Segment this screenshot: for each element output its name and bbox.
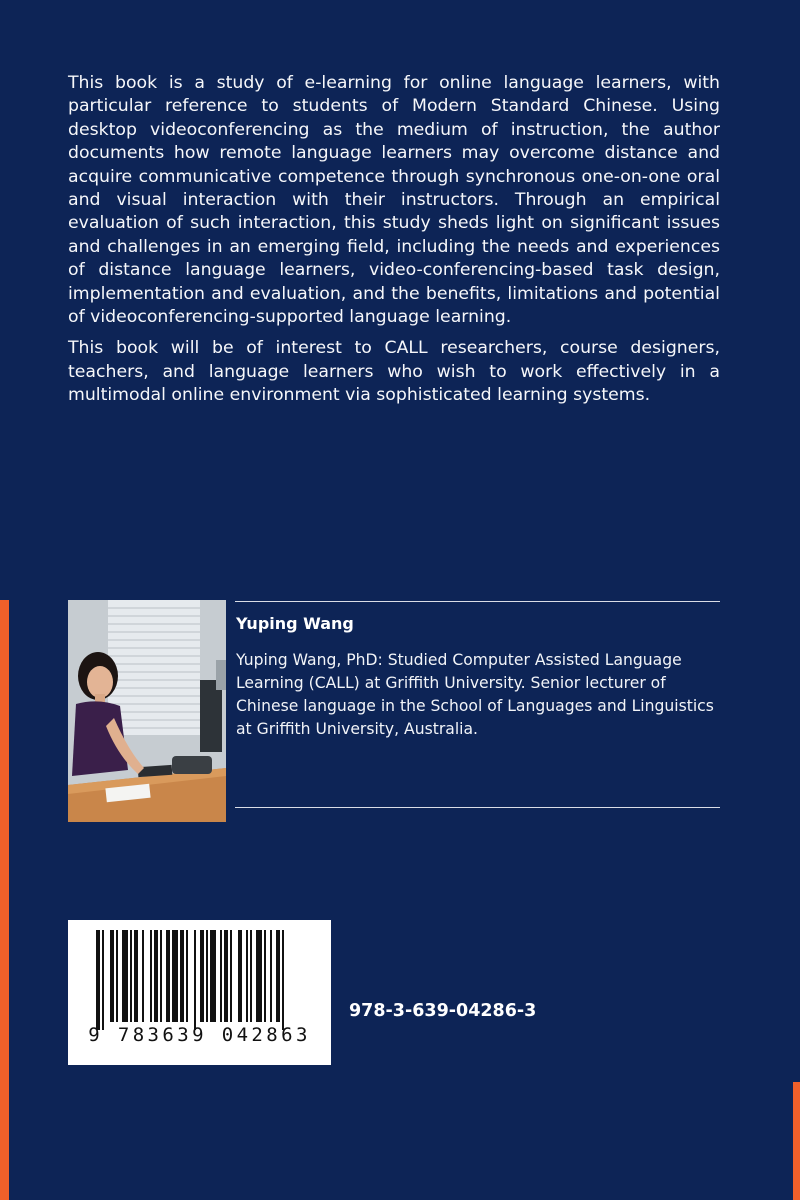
barcode-digits: 9 783639 042863 [88, 1024, 311, 1046]
barcode-bar [154, 930, 158, 1022]
barcode-bar [238, 930, 242, 1022]
author-name: Yuping Wang [236, 614, 354, 633]
barcode-bar [102, 930, 104, 1030]
barcode-bar [150, 930, 152, 1022]
barcode-bar [180, 930, 184, 1022]
barcode [68, 920, 331, 1065]
barcode-bar [230, 930, 232, 1022]
barcode-bar [172, 930, 178, 1022]
barcode-bar [194, 930, 196, 1030]
barcode-bar [256, 930, 262, 1022]
barcode-bar [122, 930, 128, 1022]
barcode-bar [130, 930, 132, 1022]
accent-strip-right [793, 1082, 800, 1200]
barcode-bar [250, 930, 252, 1022]
barcode-bar [270, 930, 272, 1022]
barcode-bar [116, 930, 118, 1022]
barcode-bar [246, 930, 248, 1022]
accent-strip-left [0, 600, 9, 1200]
author-rule-bottom [235, 807, 720, 808]
author-photo [68, 600, 226, 822]
barcode-bar [282, 930, 284, 1030]
barcode-bar [186, 930, 188, 1022]
barcode-bar [276, 930, 280, 1022]
barcode-bar [200, 930, 204, 1022]
barcode-bar [110, 930, 114, 1022]
blurb-paragraph-1: This book is a study of e-learning for online language learners, with particular reference to students of Modern Standard Chinese. Using desktop videoconferencing as the medium of instruction, the author documents how remote language learners may overcome distance and acquire communicative competence through synchronous one-on-one oral and visual interaction with their instructors. Through an empirical evaluation of such interaction, this study sheds light on significant issues and challenges in an emerging field, including the needs and experiences of distance language learners, video-conferencing-based task design, implementation and evaluation, and the benefits, limitations and potential of videoconferencing-supported language learning. [68, 73, 720, 328]
barcode-bar [166, 930, 170, 1022]
barcode-bar [210, 930, 216, 1022]
barcode-bar [206, 930, 208, 1022]
blurb-paragraph-2: This book will be of interest to CALL researchers, course designers, teachers, and language learners who wish to work effectively in a multimodal online environment via sophisticated learning systems. [68, 338, 720, 406]
isbn-number: 978-3-639-04286-3 [349, 1001, 537, 1021]
barcode-bar [264, 930, 266, 1022]
barcode-bar [134, 930, 138, 1022]
barcode-bar [160, 930, 162, 1022]
barcode-bar [220, 930, 222, 1022]
barcode-bar [224, 930, 228, 1022]
author-bio: Yuping Wang, PhD: Studied Computer Assisted Language Learning (CALL) at Griffith University. Senior lecturer of Chinese language in the School of Languages and Linguistics at Griffith University, Australia. [236, 651, 714, 738]
author-rule-top [235, 601, 720, 602]
blurb-text [68, 72, 720, 416]
barcode-bar [96, 930, 100, 1030]
barcode-bar [142, 930, 144, 1022]
